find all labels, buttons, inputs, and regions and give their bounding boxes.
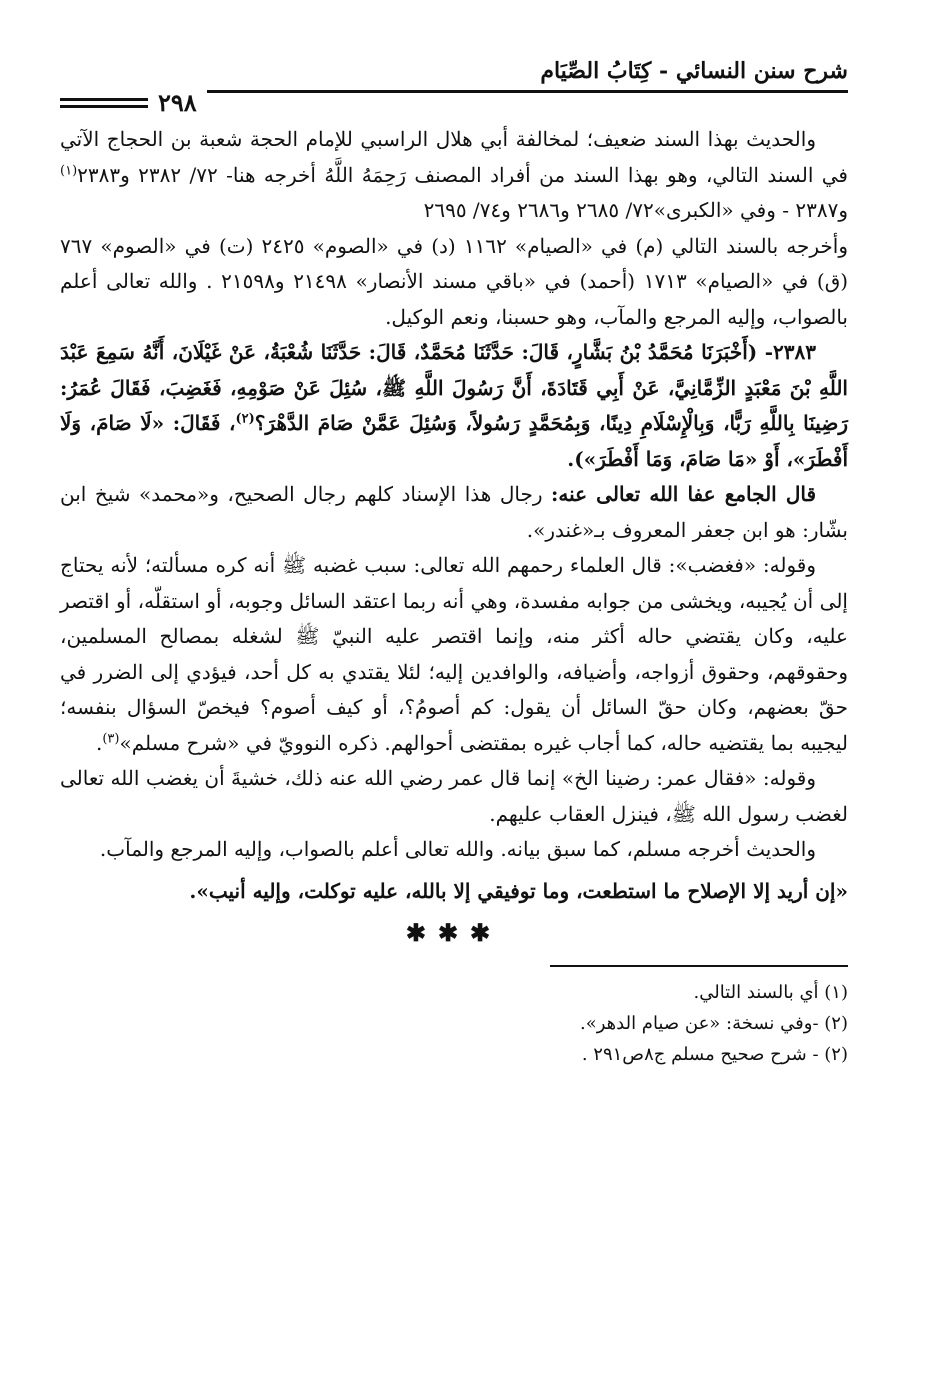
paragraph-chain-analysis [60, 122, 848, 229]
decorative-bar [60, 98, 148, 101]
body-text [60, 122, 848, 951]
page-number-box [60, 88, 207, 117]
page-number-bars [60, 98, 148, 108]
paragraph-text: والحديث بهذا السند ضعيف؛ لمخالفة أبي هلال الراسبي للإمام الحجة شعبة بن الحجاج الآتي في السند التالي، وهو بهذا السند من أفراد المصنف رَحِمَهُ اللَّهُ أخرجه هنا- ٧٢/ ٢٣٨٢ و٢٣٨٣ [60, 127, 848, 187]
section-divider-stars: ✱✱✱ [405, 918, 503, 947]
paragraph-narrators [60, 477, 848, 548]
footnote-rule [550, 965, 848, 967]
paragraph-text: رجال هذا الإسناد كلهم رجال الصحيح، و«محمد» شيخ ابن بشّار: هو ابن جعفر المعروف بـ«غندر». [60, 482, 848, 542]
footnotes [60, 977, 848, 1070]
footnote-1: (١) أي بالسند التالي. [693, 981, 848, 1003]
book-page [60, 50, 848, 1333]
paragraph-text: و٢٣٨٧ - وفي «الكبرى»٧٢/ ٢٦٨٥ و٢٦٨٦ و٧٤/ ٢٦٩٥ [423, 198, 848, 222]
footnote-ref-2: (٢) [235, 411, 255, 427]
hadith-body: ٢٣٨٣- (أَخْبَرَنَا مُحَمَّدُ بْنُ بَشَّارٍ، قَالَ: حَدَّثَنَا مُحَمَّدٌ، قَالَ: حَدَّثَنَا شُعْبَةُ، عَنْ غَيْلَانَ، أَنَّهُ سَمِعَ عَبْدَ اللَّهِ بْنَ مَعْبَدٍ الزِّمَّانِيَّ، عَنْ أَبِي قَتَادَةَ، أَنَّ رَسُولَ اللَّهِ ﷺ، سُئِلَ عَنْ صَوْمِهِ، فَغَضِبَ، فَقَالَ عُمَرُ: رَضِينَا بِاللَّهِ رَبًّا، وَبِالْإِسْلَامِ دِينًا، وَبِمُحَمَّدٍ رَسُولاً، وَسُئِلَ عَمَّنْ صَامَ الدَّهْرَ؟ [60, 340, 848, 435]
paragraph-text: . [95, 730, 103, 755]
hadith-text [60, 335, 848, 477]
decorative-bar [60, 105, 148, 108]
page-number: ٢٩٨ [158, 88, 197, 117]
paragraph-takhrij: وأخرجه بالسند التالي (م) في «الصيام» ١١٦٢ (د) في «الصوم» ٢٤٢٥ (ت) في «الصوم» ٧٦٧ (ق) في «الصيام» ١٧١٣ (أحمد) في «باقي مسند الأنصار» ٢١٤٩٨ و٢١٥٩٨ . والله تعالى أعلم بالصواب، وإليه المرجع والمآب، وهو حسبنا، ونعم الوكيل. [60, 233, 849, 329]
paragraph-text: وقوله: «فغضب»: قال العلماء رحمهم الله تعالى: سبب غضبه ﷺ أنه كره مسألته؛ لأنه يحتاج إلى أن يُجيبه، ويخشى من جوابه مفسدة، وهي أنه ربما اعتقد السائل وجوبه، أو استقلّه، أو اقتصر عليه، وكان يقتضي حاله أكثر منه، وإنما اقتصر عليه النبيّ ﷺ لشغله بمصالح المسلمين، وحقوقهم، وحقوق أزواجه، وأضيافه، والوافدين إليه؛ لئلا يقتدي به كل أحد، فيؤدي إلى الضرر في حقّ بعضهم، وكان حقّ السائل أن يقول: كم أصومُ؟، أو كيف أصوم؟ فيخصّ السؤال بنفسه؛ ليجيبه بما يقتضيه حاله، كما أجاب غيره بمقتضى أحوالهم. ذكره النوويّ في «شرح مسلم» [60, 553, 848, 755]
paragraph-umar-statement: وقوله: «فقال عمر: رضينا الخ» إنما قال عمر رضي الله عنه ذلك، خشيةَ أن يغضب الله تعالى لغضب رسول الله ﷺ، فينزل العقاب عليهم. [60, 766, 848, 826]
hadith-tail: ، فَقَالَ: «لَا صَامَ، وَلَا أَفْطَرَ»، أَوْ «مَا صَامَ، وَمَا أَفْطَرَ»). [60, 411, 848, 471]
paragraph-anger-explanation [60, 548, 848, 761]
footnote-3: (٢) - شرح صحيح مسلم ج٨ص٢٩١ . [581, 1043, 848, 1065]
page-header [60, 50, 848, 117]
running-title: شرح سنن النسائي - كِتَابُ الصِّيَام [540, 58, 848, 84]
closing-supplication: «إن أريد إلا الإصلاح ما استطعت، وما توفيقي إلا بالله، عليه توكلت، وإليه أنيب». [189, 878, 848, 903]
footnote-2: (٢) -وفي نسخة: «عن صيام الدهر». [579, 1012, 848, 1034]
paragraph-lead: قال الجامع عفا الله تعالى عنه: [551, 482, 817, 506]
paragraph-conclusion: والحديث أخرجه مسلم، كما سبق بيانه. والله تعالى أعلم بالصواب، وإليه المرجع والمآب. [99, 837, 816, 861]
footnote-ref-1: (١) [60, 162, 78, 178]
footnote-ref-3: (٣) [102, 730, 120, 746]
